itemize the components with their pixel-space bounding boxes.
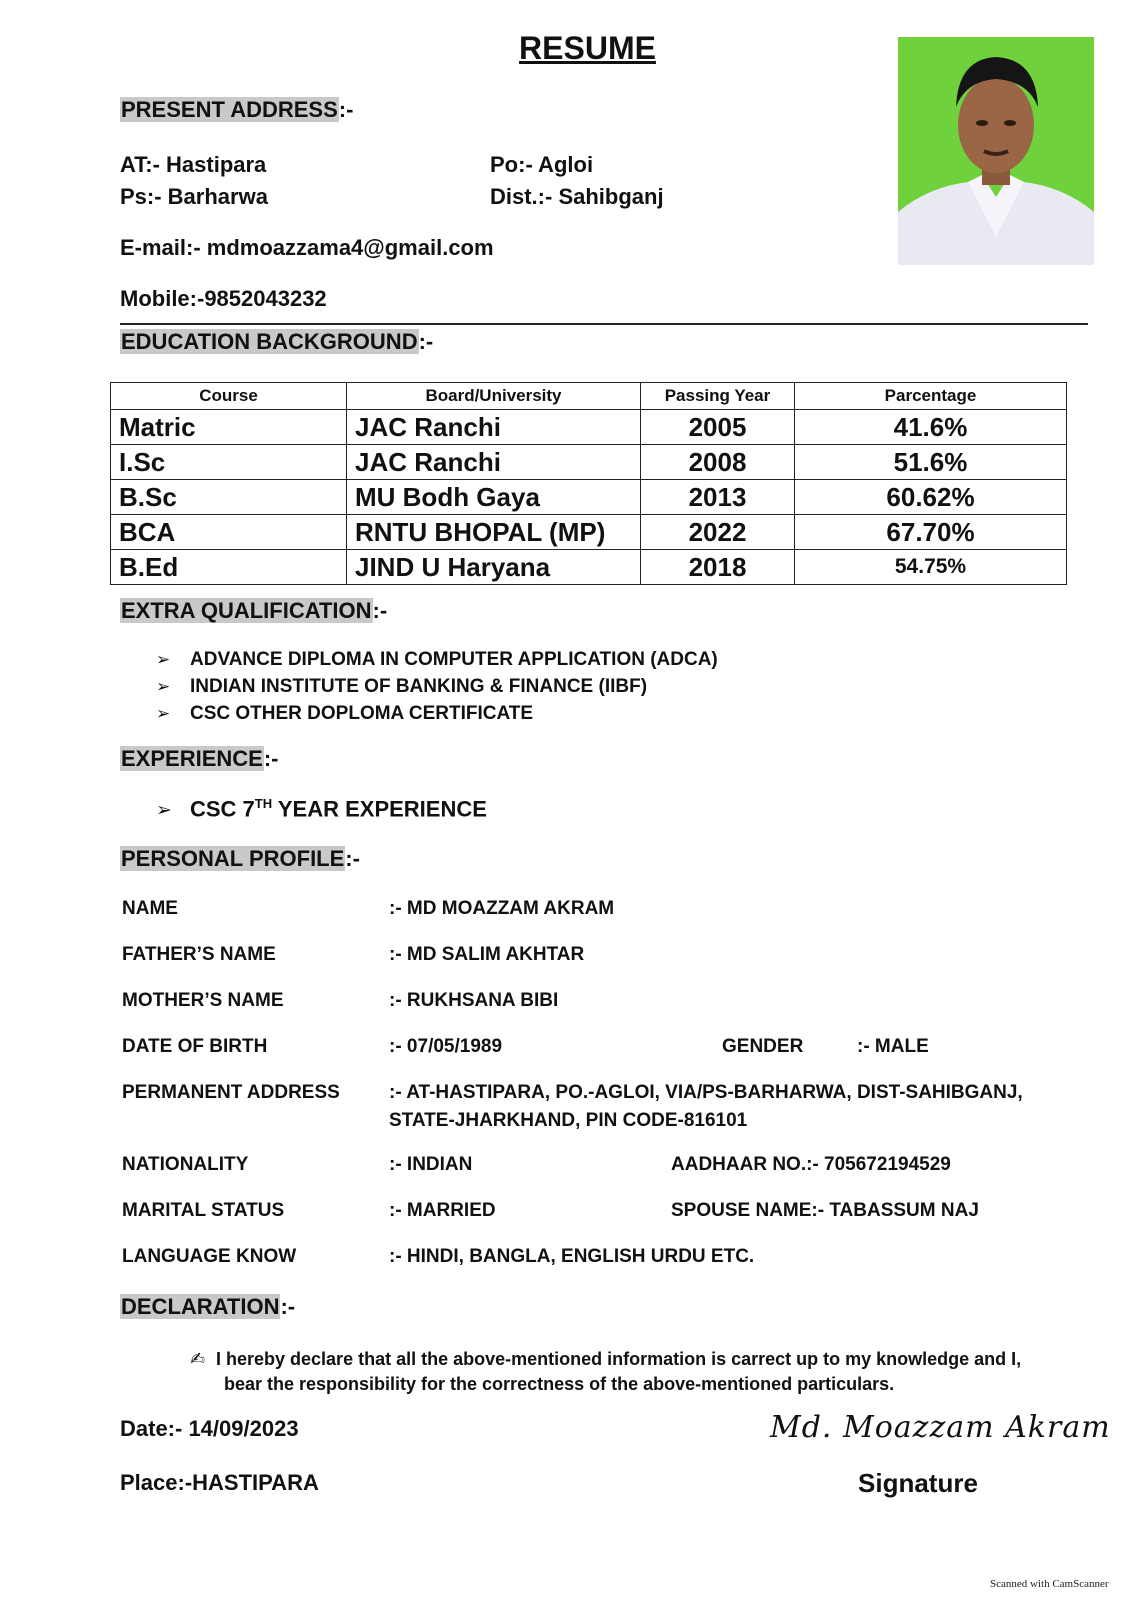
signature-label: Signature	[858, 1468, 978, 1498]
table-row	[111, 445, 1067, 480]
experience-item	[156, 796, 487, 822]
declaration-heading	[120, 1294, 295, 1320]
percentage-cell: 67.70%	[795, 515, 1067, 550]
profile-label: FATHER’S NAME	[122, 944, 276, 965]
scanner-note: Scanned with CamScanner	[990, 1578, 1109, 1590]
profile-label: MOTHER’S NAME	[122, 990, 284, 1011]
table-row	[111, 480, 1067, 515]
list-item-text: CSC OTHER DOPLOMA CERTIFICATE	[190, 702, 534, 724]
table-row	[111, 410, 1067, 445]
personal-profile-heading	[120, 846, 360, 872]
education-heading	[120, 329, 433, 355]
year-cell: 2022	[641, 515, 795, 550]
profile-value: :- RUKHSANA BIBI	[389, 990, 559, 1011]
present-address-heading-text: PRESENT ADDRESS	[121, 97, 338, 122]
profile-value: :- 07/05/1989	[389, 1036, 503, 1057]
address-dist: Dist.:- Sahibganj	[490, 184, 664, 209]
writing-hand-icon: ✍	[190, 1349, 206, 1369]
list-item-text: INDIAN INSTITUTE OF BANKING & FINANCE (IIBF)	[190, 675, 648, 697]
course-cell: B.Ed	[111, 550, 347, 585]
date: Date:- 14/09/2023	[120, 1416, 299, 1441]
profile-label: NATIONALITY	[122, 1154, 249, 1175]
experience-text-pre: CSC 7	[190, 796, 255, 822]
profile-label: LANGUAGE KNOW	[122, 1246, 297, 1267]
column-header: Course	[111, 383, 347, 410]
present-address-heading	[120, 97, 353, 123]
heading-suffix: :-	[263, 746, 279, 771]
declaration-line-1-text: I hereby declare that all the above-mentioned information is carrect up to my knowledge and I,	[216, 1349, 1022, 1369]
list-item	[156, 673, 718, 700]
experience-heading-text: EXPERIENCE	[121, 746, 263, 771]
address-ps: Ps:- Barharwa	[120, 184, 268, 209]
arrow-bullet-icon: ➢	[156, 800, 172, 822]
extra-qualification-list	[156, 646, 718, 727]
heading-suffix: :-	[372, 598, 388, 623]
profile-value-continued: STATE-JHARKHAND, PIN CODE-816101	[389, 1110, 748, 1131]
column-header: Passing Year	[641, 383, 795, 410]
course-cell: Matric	[111, 410, 347, 445]
education-table	[110, 382, 1067, 585]
arrow-bullet-icon: ➢	[156, 676, 171, 696]
person-photo-illustration	[898, 37, 1094, 265]
profile-value: :- INDIAN	[389, 1154, 473, 1175]
divider-rule	[120, 323, 1088, 325]
declaration-line-1	[190, 1347, 1050, 1372]
spouse-name: SPOUSE NAME:- TABASSUM NAJ	[671, 1200, 979, 1221]
experience-heading	[120, 746, 278, 772]
arrow-bullet-icon: ➢	[156, 649, 171, 669]
course-cell: B.Sc	[111, 480, 347, 515]
board-cell: MU Bodh Gaya	[347, 480, 641, 515]
table-row	[111, 550, 1067, 585]
signature-handwriting: Md. Moazzam Akram	[770, 1410, 1111, 1445]
profile-label: DATE OF BIRTH	[122, 1036, 268, 1057]
profile-value: :- HINDI, BANGLA, ENGLISH URDU ETC.	[389, 1246, 755, 1267]
mobile: Mobile:-9852043232	[120, 286, 327, 311]
profile-label: MARITAL STATUS	[122, 1200, 285, 1221]
page-title: RESUME	[519, 30, 656, 66]
heading-suffix: :-	[418, 329, 434, 354]
heading-suffix: :-	[338, 97, 354, 122]
board-cell: RNTU BHOPAL (MP)	[347, 515, 641, 550]
email: E-mail:- mdmoazzama4@gmail.com	[120, 235, 494, 260]
list-item-text: ADVANCE DIPLOMA IN COMPUTER APPLICATION (ADCA)	[190, 648, 718, 670]
percentage-cell: 54.75%	[795, 550, 1067, 585]
percentage-cell: 51.6%	[795, 445, 1067, 480]
profile-label: NAME	[122, 898, 178, 919]
address-po: Po:- Agloi	[490, 152, 594, 177]
percentage-cell: 41.6%	[795, 410, 1067, 445]
declaration-line-2: bear the responsibility for the correctness of the above-mentioned particulars.	[224, 1374, 895, 1394]
arrow-bullet-icon: ➢	[156, 703, 171, 723]
profile-value: :- MD MOAZZAM AKRAM	[389, 898, 615, 919]
gender-label: GENDER	[722, 1036, 804, 1057]
declaration-text	[190, 1347, 1050, 1397]
education-heading-text: EDUCATION BACKGROUND	[121, 329, 418, 354]
place: Place:-HASTIPARA	[120, 1470, 319, 1495]
profile-photo	[898, 37, 1094, 265]
list-item	[156, 646, 718, 673]
year-cell: 2008	[641, 445, 795, 480]
board-cell: JAC Ranchi	[347, 445, 641, 480]
heading-suffix: :-	[345, 846, 360, 871]
percentage-cell: 60.62%	[795, 480, 1067, 515]
aadhaar-number: AADHAAR NO.:- 705672194529	[671, 1154, 951, 1175]
experience-text-post: YEAR EXPERIENCE	[272, 796, 487, 822]
year-cell: 2013	[641, 480, 795, 515]
column-header: Board/University	[347, 383, 641, 410]
gender-value: :- MALE	[857, 1036, 929, 1057]
profile-value: :- MD SALIM AKHTAR	[389, 944, 585, 965]
column-header: Parcentage	[795, 383, 1067, 410]
course-cell: I.Sc	[111, 445, 347, 480]
course-cell: BCA	[111, 515, 347, 550]
list-item	[156, 700, 718, 727]
extra-qualification-heading	[120, 598, 387, 624]
board-cell: JIND U Haryana	[347, 550, 641, 585]
table-row	[111, 515, 1067, 550]
year-cell: 2018	[641, 550, 795, 585]
extra-qualification-heading-text: EXTRA QUALIFICATION	[121, 598, 372, 623]
address-at: AT:- Hastipara	[120, 152, 267, 177]
year-cell: 2005	[641, 410, 795, 445]
declaration-heading-text: DECLARATION	[121, 1294, 280, 1319]
personal-profile-heading-text: PERSONAL PROFILE	[121, 846, 345, 871]
heading-suffix: :-	[280, 1294, 296, 1319]
profile-value: :- AT-HASTIPARA, PO.-AGLOI, VIA/PS-BARHARWA, DIST-SAHIBGANJ,	[389, 1082, 1023, 1103]
profile-value: :- MARRIED	[389, 1200, 496, 1221]
profile-label: PERMANENT ADDRESS	[122, 1082, 340, 1103]
experience-superscript: TH	[254, 796, 273, 811]
board-cell: JAC Ranchi	[347, 410, 641, 445]
education-header-row	[111, 383, 1067, 410]
